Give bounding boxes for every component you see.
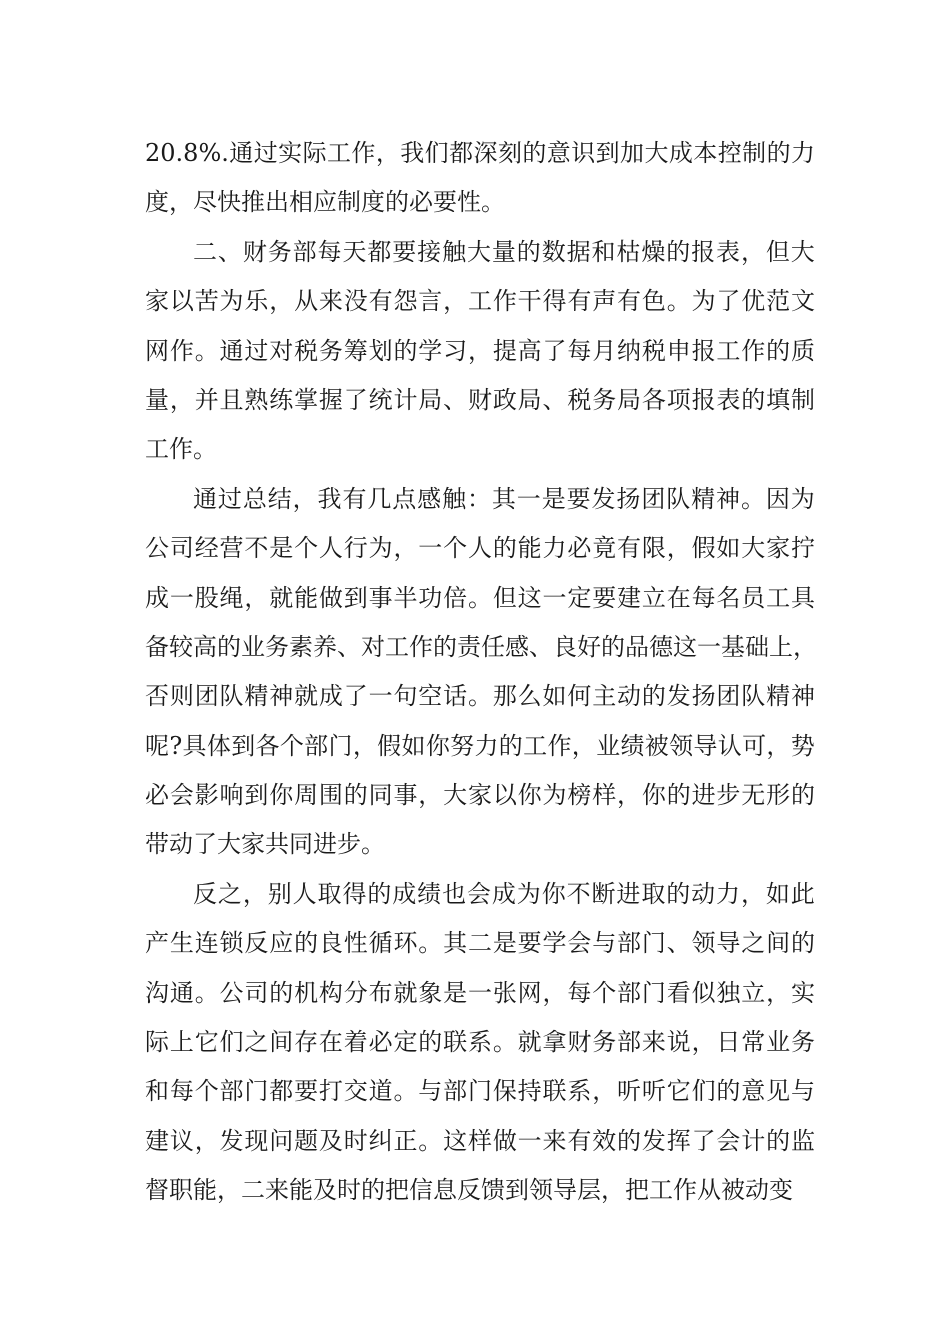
text-line: 否 则 团 队 精 神 就 成 了 一 句 空 话 。 那 么 如 何 主 动 的 发 扬 团 队 精 神 [145, 682, 815, 711]
text-line: 通 过 总 结 ， 我 有 几 点 感 触 ： 其 一 是 要 发 扬 团 队 精 神 。 因 为 [193, 484, 815, 513]
text-line: 督职能，二来能及时的把信息反馈到领导层，把工作从被动变 [145, 1176, 793, 1205]
text-line: 家 以 苦 为 乐 ， 从 来 没 有 怨 言 ， 工 作 干 得 有 声 有 色 。 为 了 优 范 文 [145, 287, 815, 316]
text-line: 度，尽快推出相应制度的必要性。 [145, 188, 505, 217]
text-line: 建 议 ， 发 现 问 题 及 时 纠 正 。 这 样 做 一 来 有 效 的 发 挥 了 会 计 的 监 [145, 1126, 815, 1155]
text-line: 际 上 它 们 之 间 存 在 着 必 定 的 联 系 。 就 拿 财 务 部 来 说 ， 日 常 业 务 [145, 1028, 815, 1057]
paragraph [145, 129, 815, 228]
text-line: 和 每 个 部 门 都 要 打 交 道 。 与 部 门 保 持 联 系 ， 听 听 它 们 的 意 见 与 [145, 1077, 815, 1106]
text-line: 沟 通 。 公 司 的 机 构 分 布 就 象 是 一 张 网 ， 每 个 部 门 看 似 独 立 ， 实 [145, 978, 815, 1007]
text-line: 量 ， 并 且 熟 练 掌 握 了 统 计 局 、 财 政 局 、 税 务 局 各 项 报 表 的 填 制 [145, 385, 815, 414]
text-line: 带动了大家共同进步。 [145, 830, 385, 859]
text-line: 公 司 经 营 不 是 个 人 行 为 ， 一 个 人 的 能 力 必 竟 有 限 ， 假 如 大 家 拧 [145, 534, 815, 563]
text-line: 二 、 财 务 部 每 天 都 要 接 触 大 量 的 数 据 和 枯 燥 的 报 表 ， 但 大 [193, 237, 815, 266]
document-body [145, 129, 815, 1216]
text-line: 反 之 ， 别 人 取 得 的 成 绩 也 会 成 为 你 不 断 进 取 的 动 力 ， 如 此 [193, 879, 815, 908]
text-line: 呢 ? 具 体 到 各 个 部 门 ， 假 如 你 努 力 的 工 作 ， 业 绩 被 领 导 认 可 ， 势 [145, 731, 815, 760]
text-line: 工作。 [145, 435, 217, 464]
paragraph [145, 870, 815, 1216]
text-line: 网 作 。 通 过 对 税 务 筹 划 的 学 习 ， 提 高 了 每 月 纳 税 申 报 工 作 的 质 [145, 336, 815, 365]
text-line: 备 较 高 的 业 务 素 养 、 对 工 作 的 责 任 感 、 良 好 的 品 德 这 一 基 础 上 ， [145, 632, 817, 661]
text-line: 必 会 影 响 到 你 周 围 的 同 事 ， 大 家 以 你 为 榜 样 ， 你 的 进 步 无 形 的 [145, 781, 815, 810]
paragraph [145, 228, 815, 475]
text-line: 20.8%. 通 过 实 际 工 作 ， 我 们 都 深 刻 的 意 识 到 加 大 成 本 控 制 的 力 [145, 139, 815, 167]
paragraph [145, 475, 815, 870]
text-line: 产 生 连 锁 反 应 的 良 性 循 环 。 其 二 是 要 学 会 与 部 门 、 领 导 之 间 的 [145, 929, 815, 958]
text-line: 成 一 股 绳 ， 就 能 做 到 事 半 功 倍 。 但 这 一 定 要 建 立 在 每 名 员 工 具 [145, 583, 815, 612]
